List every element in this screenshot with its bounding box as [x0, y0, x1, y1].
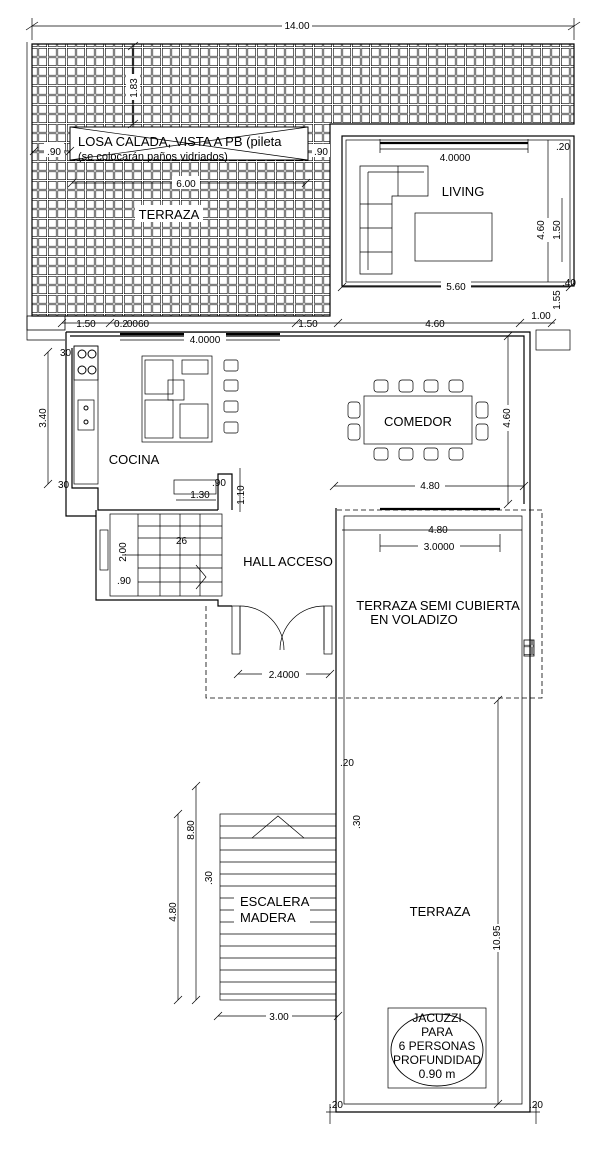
jacuzzi-line-5: 0.90 m — [418, 1067, 456, 1081]
entrance-door — [232, 606, 332, 654]
losa-subtitle: (se colocarán paños vidriados) — [78, 151, 228, 163]
dim-dining-depth: 4.60 — [502, 408, 513, 428]
dim-stair-880: 8.80 — [186, 820, 197, 840]
dim-stair-30: .30 — [204, 871, 215, 885]
dim-row-020: 0.2 — [114, 319, 128, 330]
dining-room — [330, 332, 528, 508]
dim-living-window: 4.0000 — [439, 153, 471, 164]
dim-stair-width: 3.00 — [269, 1012, 289, 1023]
dim-stair-480: 4.80 — [168, 902, 179, 922]
lower-terrace — [168, 696, 543, 1124]
bar-stools — [224, 360, 238, 433]
top-terrace — [27, 42, 574, 340]
label-terraza-bottom: TERRAZA — [409, 904, 471, 919]
label-voladizo: EN VOLADIZO — [370, 612, 458, 627]
living-room — [338, 136, 576, 310]
dim-kitchen-depth: 3.40 — [38, 408, 49, 428]
dim-row-150b: 1.50 — [298, 319, 318, 330]
dim-stair-90: .90 — [117, 576, 131, 587]
dim-terr-20: .20 — [340, 758, 354, 769]
semi-covered-terrace — [206, 508, 542, 1112]
dim-door-width: 2.4000 — [268, 670, 300, 681]
jacuzzi-line-4: PROFUNDIDAD — [392, 1053, 482, 1067]
jacuzzi-line-2: PARA — [421, 1025, 453, 1039]
dim-dining-width: 4.80 — [420, 481, 440, 492]
dim-losa-width: 6.00 — [176, 179, 196, 190]
label-living: LIVING — [441, 184, 485, 199]
losa-title: LOSA CALADA, VISTA A PB (pileta — [78, 134, 282, 149]
dim-kitchen-30b: 30 — [58, 480, 70, 491]
label-terraza-semi: TERRAZA SEMI CUBIERTA — [356, 598, 520, 613]
dim-row-150a: 1.50 — [76, 319, 96, 330]
dim-losa-90: .90 — [314, 147, 328, 158]
dim-terrace-depth: 1.83 — [129, 78, 140, 98]
dim-living-40: .40 — [562, 278, 576, 289]
dim-row-100: 1.00 — [531, 311, 551, 322]
dim-terr-depth: 10.95 — [492, 925, 503, 951]
dim-kitchen-30a: 30 — [60, 348, 72, 359]
dim-living-155: 1.55 — [552, 290, 563, 310]
sink-icon — [78, 400, 94, 430]
label-comedor: COMEDOR — [384, 414, 452, 429]
sofa — [360, 166, 428, 274]
dim-living-150: 1.50 — [552, 220, 563, 240]
dim-row-0060: 0060 — [126, 319, 150, 330]
jacuzzi-line-1: JACUZZI — [412, 1011, 462, 1025]
dim-hall-110: 1.10 — [236, 485, 247, 505]
dim-left-90: .90 — [47, 147, 61, 158]
label-escalera: ESCALERA — [240, 894, 310, 909]
losa-calada-opening — [70, 127, 308, 163]
coffee-table — [415, 213, 492, 261]
kitchen-island — [142, 356, 212, 442]
dim-overall-width: 14.00 — [284, 21, 310, 32]
dim-semi-window: 3.0000 — [423, 542, 455, 553]
label-hall-acceso: HALL ACCESO — [243, 554, 333, 569]
label-terraza-top: TERRAZA — [138, 207, 200, 222]
kitchen-dining-walls — [66, 332, 530, 516]
dim-stair-26: 26 — [176, 536, 188, 547]
dim-row-460: 4.60 — [425, 319, 445, 330]
dim-living-depth: 4.60 — [536, 220, 547, 240]
dim-kitchen-window: 4.0000 — [189, 335, 221, 346]
dim-stair-200: 2.00 — [118, 542, 129, 562]
dim-living-20: .20 — [556, 142, 570, 153]
overall-width-dimension — [26, 18, 580, 40]
dim-semi-width: 4.80 — [428, 525, 448, 536]
label-madera: MADERA — [240, 910, 296, 925]
hall-and-stair — [96, 468, 334, 681]
kitchen — [38, 346, 238, 491]
stove-icon — [74, 346, 98, 380]
dim-living-width: 5.60 — [446, 282, 466, 293]
dim-hall-130: 1.30 — [190, 490, 210, 501]
dimension-row — [58, 311, 570, 350]
dim-bottom-20a: .20 — [329, 1100, 343, 1111]
dim-terr-30: .30 — [352, 815, 363, 829]
dim-bottom-20b: .20 — [529, 1100, 543, 1111]
label-cocina: COCINA — [108, 452, 160, 467]
jacuzzi-line-3: 6 PERSONAS — [398, 1039, 476, 1053]
dim-hall-90: .90 — [212, 478, 226, 489]
jacuzzi — [388, 1008, 486, 1088]
